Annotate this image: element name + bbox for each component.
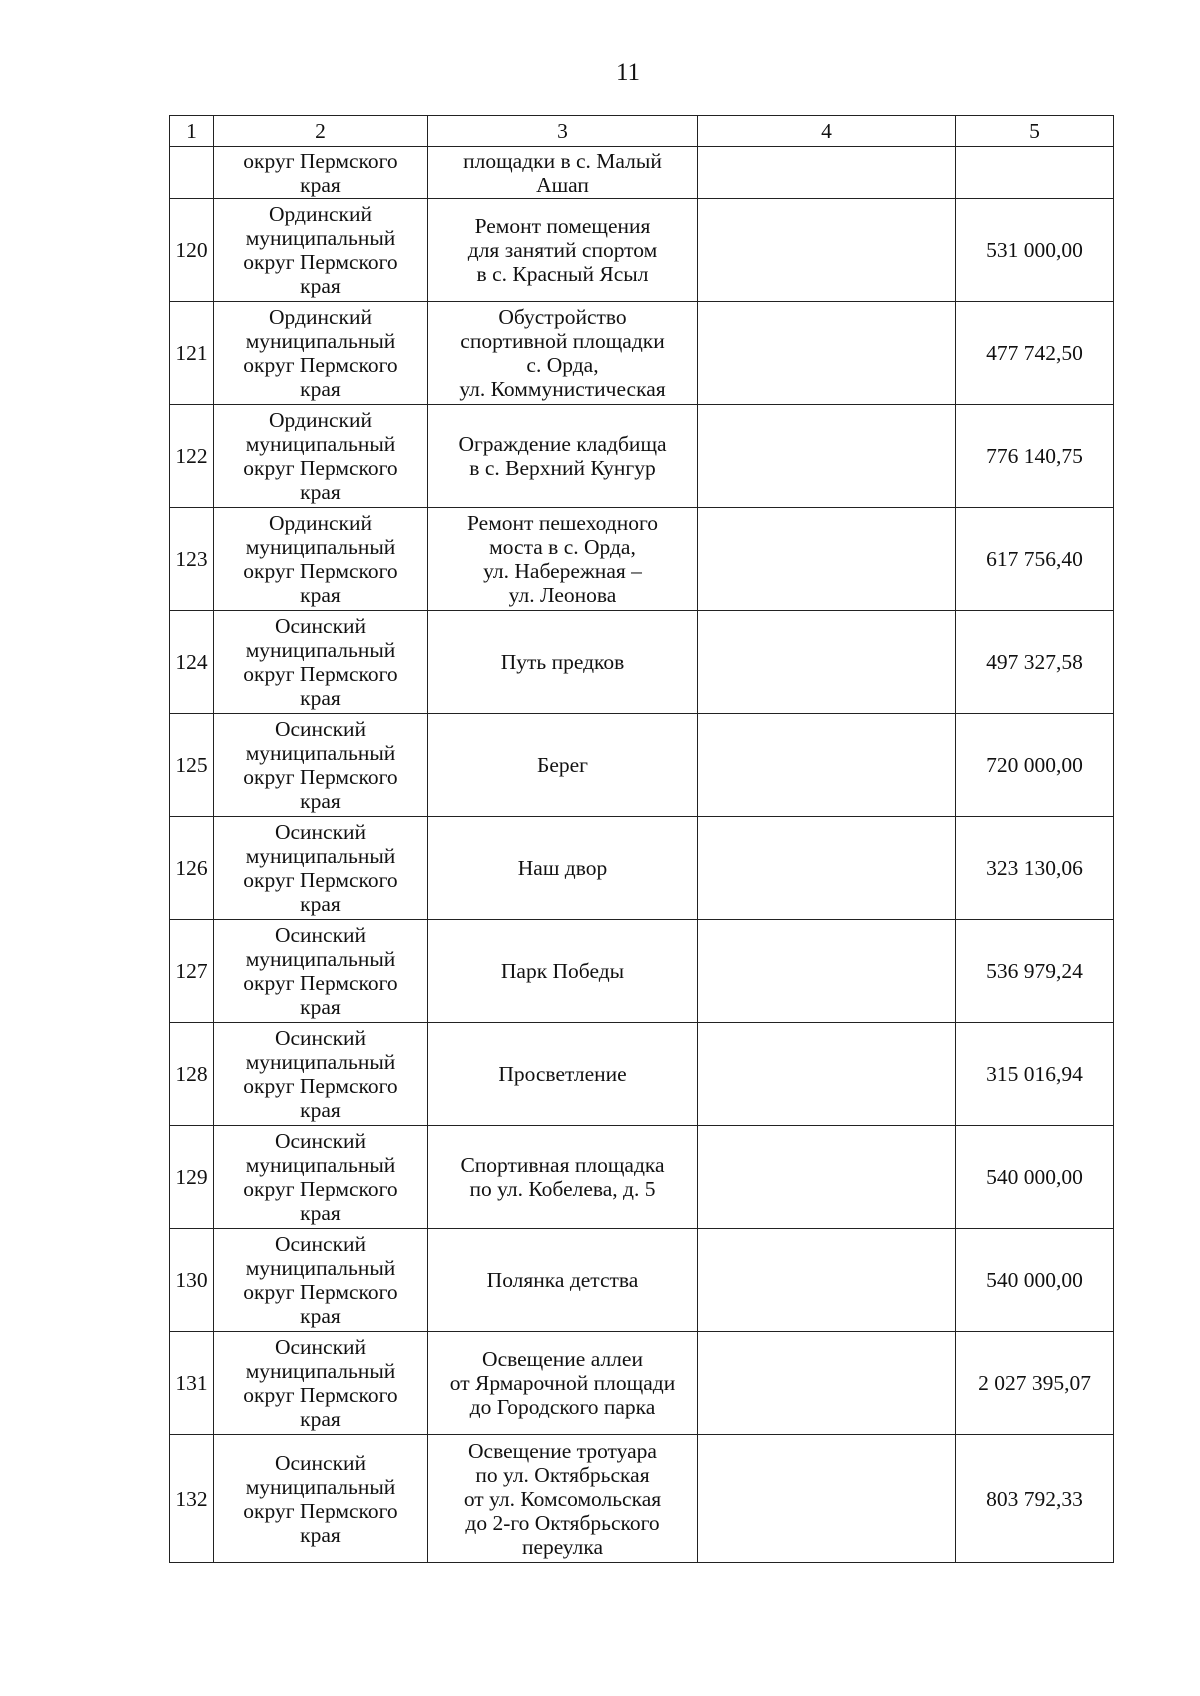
column-4-cell: [698, 611, 956, 714]
table-row: [170, 1229, 1114, 1332]
table-row: [170, 920, 1114, 1023]
column-4-cell: [698, 714, 956, 817]
project-line: Парк Победы: [500, 959, 625, 983]
column-header: 1: [170, 116, 214, 147]
municipality-line: Осинский: [274, 1232, 367, 1256]
row-number-cell: 124: [170, 611, 214, 714]
municipality-line: края: [300, 274, 341, 298]
row-number-cell: 129: [170, 1126, 214, 1229]
project-line: ул. Набережная –: [483, 559, 642, 583]
project-cell: [428, 1435, 698, 1563]
amount-cell: 315 016,94: [956, 1023, 1114, 1126]
column-header: 4: [698, 116, 956, 147]
project-line: площадки в с. Малый: [463, 148, 662, 173]
project-line: Полянка детства: [486, 1268, 639, 1292]
project-line: Освещение аллеи: [482, 1347, 643, 1371]
municipality-line: Осинский: [274, 1026, 367, 1050]
table-row: [170, 817, 1114, 920]
project-line: в с. Верхний Кунгур: [469, 456, 656, 480]
amount-cell: 540 000,00: [956, 1126, 1114, 1229]
project-line: Просветление: [498, 1062, 627, 1086]
municipality-line: Ординский: [269, 511, 372, 535]
municipality-line: края: [300, 1098, 341, 1122]
project-cell: [428, 611, 698, 714]
column-4-cell: [698, 1435, 956, 1563]
municipality-line: округ Пермского: [243, 662, 398, 686]
column-4-cell: [698, 1126, 956, 1229]
municipality-line: муниципальный: [245, 226, 396, 250]
municipality-line: Ординский: [269, 202, 372, 226]
amount-cell: 323 130,06: [956, 817, 1114, 920]
project-line: до Городского парка: [469, 1395, 656, 1419]
municipality-line: края: [300, 583, 341, 607]
municipality-line: края: [300, 1522, 341, 1547]
municipality-line: муниципальный: [245, 1050, 396, 1074]
municipality-line: округ Пермского: [243, 559, 398, 583]
municipality-line: края: [300, 1201, 341, 1225]
municipality-line: округ Пермского: [243, 868, 398, 892]
municipality-line: края: [300, 172, 341, 197]
project-cell: [428, 817, 698, 920]
municipality-line: края: [300, 480, 341, 504]
row-number-cell: 122: [170, 405, 214, 508]
municipality-cell: [214, 405, 428, 508]
municipality-cell: [214, 1435, 428, 1563]
municipality-line: края: [300, 1304, 341, 1328]
municipality-cell: [214, 508, 428, 611]
municipality-line: края: [300, 892, 341, 916]
table-row: [170, 1435, 1114, 1563]
municipality-cell: [214, 147, 428, 199]
column-4-cell: [698, 1332, 956, 1435]
row-number-cell: 128: [170, 1023, 214, 1126]
municipality-line: округ Пермского: [243, 456, 398, 480]
municipality-line: муниципальный: [245, 1256, 396, 1280]
amount-cell: 536 979,24: [956, 920, 1114, 1023]
page-number: 11: [615, 59, 641, 86]
project-line: от Ярмарочной площади: [449, 1371, 676, 1395]
municipality-line: округ Пермского: [243, 971, 398, 995]
project-line: в с. Красный Ясыл: [476, 262, 649, 286]
municipality-line: муниципальный: [245, 947, 396, 971]
column-4-cell: [698, 405, 956, 508]
municipality-line: муниципальный: [245, 741, 396, 765]
municipality-line: округ Пермского: [243, 353, 398, 377]
row-number-cell: 126: [170, 817, 214, 920]
municipality-line: округ Пермского: [243, 250, 398, 274]
table-row: [170, 199, 1114, 302]
table-row: [170, 714, 1114, 817]
column-header: 2: [214, 116, 428, 147]
municipality-line: округ Пермского: [243, 1280, 398, 1304]
amount-cell: 477 742,50: [956, 302, 1114, 405]
amount-cell: 2 027 395,07: [956, 1332, 1114, 1435]
project-cell: [428, 714, 698, 817]
municipality-cell: [214, 714, 428, 817]
project-line: Ограждение кладбища: [458, 432, 667, 456]
table-header-row: [170, 116, 1114, 147]
project-cell: [428, 147, 698, 199]
project-line: Ремонт помещения: [474, 214, 651, 238]
municipality-line: муниципальный: [245, 432, 396, 456]
row-number-cell: 130: [170, 1229, 214, 1332]
project-line: переулка: [521, 1534, 603, 1559]
project-cell: [428, 508, 698, 611]
municipality-line: Ординский: [269, 408, 372, 432]
municipality-line: Ординский: [269, 305, 372, 329]
project-line: моста в с. Орда,: [489, 535, 636, 559]
column-4-cell: [698, 199, 956, 302]
municipality-line: Осинский: [274, 820, 367, 844]
municipality-cell: [214, 1229, 428, 1332]
project-line: Путь предков: [500, 650, 625, 674]
amount-cell: 720 000,00: [956, 714, 1114, 817]
project-line: Обустройство: [498, 305, 627, 329]
row-number-cell: 127: [170, 920, 214, 1023]
row-number-cell: 132: [170, 1435, 214, 1563]
municipality-cell: [214, 611, 428, 714]
column-4-cell: [698, 1023, 956, 1126]
municipality-line: округ Пермского: [243, 1498, 398, 1523]
municipality-cell: [214, 817, 428, 920]
municipality-line: Осинский: [274, 1450, 367, 1475]
project-line: по ул. Октябрьская: [475, 1462, 650, 1487]
table-row: [170, 405, 1114, 508]
table-row: [170, 611, 1114, 714]
municipality-line: муниципальный: [245, 1153, 396, 1177]
municipality-line: края: [300, 789, 341, 813]
project-cell: [428, 1332, 698, 1435]
municipality-line: Осинский: [274, 1129, 367, 1153]
table-row: [170, 1126, 1114, 1229]
project-line: по ул. Кобелева, д. 5: [469, 1177, 656, 1201]
table-row: [170, 1023, 1114, 1126]
project-cell: [428, 302, 698, 405]
table-row: [170, 302, 1114, 405]
project-line: от ул. Комсомольская: [463, 1486, 662, 1511]
municipality-line: края: [300, 686, 341, 710]
amount-cell: 776 140,75: [956, 405, 1114, 508]
column-4-cell: [698, 1229, 956, 1332]
municipality-line: округ Пермского: [243, 1074, 398, 1098]
row-number-cell: 125: [170, 714, 214, 817]
column-4-cell: [698, 302, 956, 405]
row-number-cell: 121: [170, 302, 214, 405]
project-line: до 2-го Октябрьского: [465, 1510, 660, 1535]
municipality-line: муниципальный: [245, 1359, 396, 1383]
column-4-cell: [698, 147, 956, 199]
municipality-line: округ Пермского: [243, 1177, 398, 1201]
project-line: Спортивная площадка: [460, 1153, 665, 1177]
municipality-line: края: [300, 1407, 341, 1431]
table-row-continuation: [170, 147, 1114, 199]
amount-cell: [956, 147, 1114, 199]
municipality-line: Осинский: [274, 717, 367, 741]
municipality-cell: [214, 1023, 428, 1126]
amount-cell: 540 000,00: [956, 1229, 1114, 1332]
municipality-line: Осинский: [274, 1335, 367, 1359]
table-row: [170, 1332, 1114, 1435]
table-row: [170, 508, 1114, 611]
project-cell: [428, 405, 698, 508]
municipality-cell: [214, 302, 428, 405]
project-line: Ремонт пешеходного: [466, 511, 658, 535]
table-body: [170, 147, 1114, 1563]
project-cell: [428, 199, 698, 302]
project-cell: [428, 920, 698, 1023]
project-cell: [428, 1229, 698, 1332]
municipality-line: муниципальный: [245, 844, 396, 868]
municipality-line: края: [300, 377, 341, 401]
municipality-cell: [214, 199, 428, 302]
project-cell: [428, 1023, 698, 1126]
projects-table: [169, 115, 1114, 1563]
column-4-cell: [698, 508, 956, 611]
row-number-cell: [170, 147, 214, 199]
project-line: для занятий спортом: [467, 238, 658, 262]
municipality-cell: [214, 1126, 428, 1229]
amount-cell: 617 756,40: [956, 508, 1114, 611]
project-line: Берег: [537, 753, 588, 777]
municipality-line: Осинский: [274, 923, 367, 947]
project-line: спортивной площадки: [460, 329, 665, 353]
municipality-cell: [214, 1332, 428, 1435]
column-4-cell: [698, 920, 956, 1023]
project-line: ул. Коммунистическая: [459, 377, 666, 401]
municipality-line: муниципальный: [245, 535, 396, 559]
column-header: 5: [956, 116, 1114, 147]
municipality-line: муниципальный: [245, 329, 396, 353]
municipality-line: округ Пермского: [243, 148, 398, 173]
municipality-line: края: [300, 995, 341, 1019]
municipality-line: муниципальный: [245, 1474, 396, 1499]
municipality-line: округ Пермского: [243, 1383, 398, 1407]
project-line: с. Орда,: [526, 353, 599, 377]
row-number-cell: 131: [170, 1332, 214, 1435]
project-line: Ашап: [536, 172, 589, 197]
amount-cell: 803 792,33: [956, 1435, 1114, 1563]
municipality-line: муниципальный: [245, 638, 396, 662]
project-line: ул. Леонова: [508, 583, 617, 607]
column-4-cell: [698, 817, 956, 920]
row-number-cell: 123: [170, 508, 214, 611]
municipality-line: округ Пермского: [243, 765, 398, 789]
amount-cell: 531 000,00: [956, 199, 1114, 302]
column-header: 3: [428, 116, 698, 147]
row-number-cell: 120: [170, 199, 214, 302]
project-line: Наш двор: [517, 856, 608, 880]
amount-cell: 497 327,58: [956, 611, 1114, 714]
project-cell: [428, 1126, 698, 1229]
municipality-line: Осинский: [274, 614, 367, 638]
municipality-cell: [214, 920, 428, 1023]
project-line: Освещение тротуара: [468, 1438, 657, 1463]
